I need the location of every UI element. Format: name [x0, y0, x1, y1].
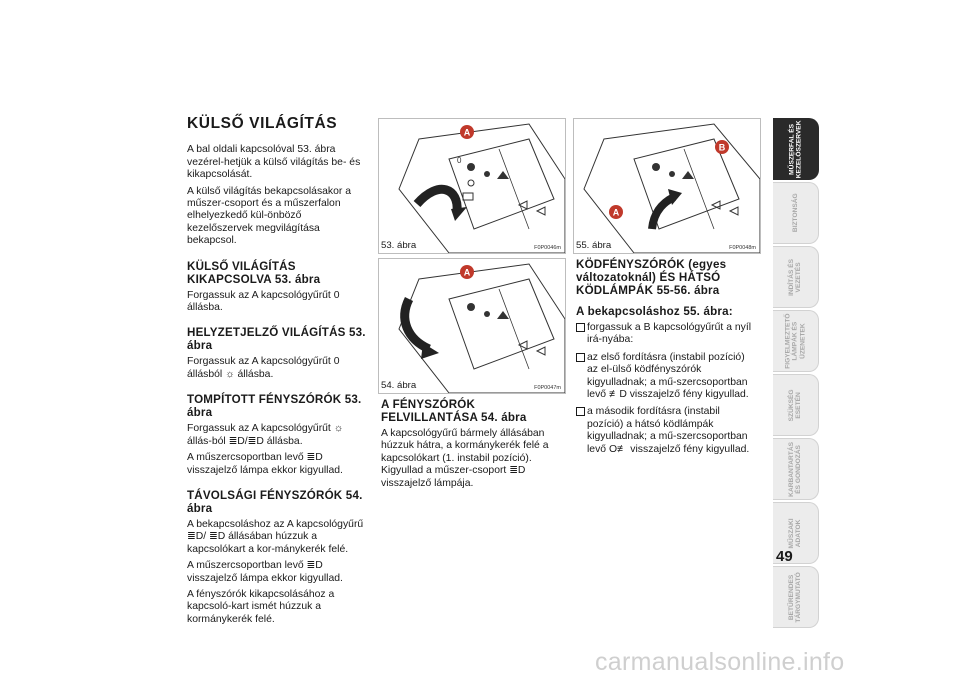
list-item: forgassuk a B kapcsológyűrűt a nyíl irá-nyába: [576, 322, 758, 347]
tab-dashboard-controls[interactable]: MŰSZERFAL ÉS KEZELŐSZERVEK [773, 118, 819, 180]
intro-paragraph-2: A külső világítás bekapcsolásakor a műszer-csoport és a műszerfalon elhelyezkedő kül-önböző kezelőszervek megvilágítása bekapcsol. [187, 185, 352, 247]
figure-55-caption: 55. ábra [576, 240, 612, 251]
fog-bullet-list [576, 322, 758, 456]
checkbox-bullet-icon [576, 323, 585, 332]
figure-55-code: F0P0048m [729, 245, 756, 251]
tab-technical-data[interactable]: MŰSZAKI ADATOK [773, 502, 819, 564]
intro-paragraph-1: A bal oldali kapcsolóval 53. ábra vezérel-hetjük a külső világítás be- és kikapcsolását. [187, 144, 361, 181]
section-main-beam-text-3: A fényszórók kikapcsolásához a kapcsoló-kart ismét húzzuk a kormánykerék felé. [187, 588, 335, 625]
middle-column [381, 398, 563, 494]
figure-53-code: F0P0046m [534, 245, 561, 251]
section-dipped-beam-text-1: Forgassuk az A kapcsológyűrűt ☼ állás-ból ≣D/≣D állásba. [187, 423, 344, 447]
label-a-53: A [463, 127, 471, 138]
figure-53-caption: 53. ábra [381, 240, 417, 251]
watermark: carmanualsonline.info [595, 648, 845, 676]
page-number: 49 [776, 548, 793, 565]
section-dipped-beam-text-2: A műszercsoportban levő ≣D visszajelző lámpa ekkor kigyullad. [187, 452, 343, 476]
label-a-54: A [463, 267, 471, 278]
section-main-beam-text-1: A bekapcsoláshoz az A kapcsológyűrű ≣D/ ≣D állásában húzzuk a kapcsolókart a kor-mánykerék felé. [187, 518, 364, 555]
stalk-drawing-55 [574, 119, 760, 253]
section-flash-text: A kapcsológyűrű bármely állásában húzzuk hátra, a kormánykerék felé a kapcsolókart (1. instabil pozíció). Kigyullad a műszer-csoport ≣D visszajelző lámpája. [381, 428, 549, 489]
checkbox-bullet-icon [576, 353, 585, 362]
figure-54 [378, 258, 566, 394]
right-column [576, 258, 758, 461]
label-a-55: A [612, 207, 620, 218]
page-title: KÜLSŐ VILÁGÍTÁS [187, 115, 338, 132]
section-fog-subtitle: A bekapcsoláshoz 55. ábra: [576, 305, 733, 318]
checkbox-bullet-icon [576, 407, 585, 416]
section-main-beam-text-2: A műszercsoportban levő ≣D visszajelző lámpa ekkor kigyullad. [187, 560, 343, 584]
section-main-beam-title: TÁVOLSÁGI FÉNYSZÓRÓK 54. ábra [187, 488, 363, 515]
figure-54-caption: 54. ábra [381, 380, 417, 391]
figure-54-code: F0P0047m [534, 385, 561, 391]
tab-maintenance[interactable]: KARBANTARTÁS ÉS GONDOZÁS [773, 438, 819, 500]
section-flash-title: A FÉNYSZÓRÓK FELVILLANTÁSA 54. ábra [381, 398, 527, 424]
figure-55 [573, 118, 761, 254]
tab-starting-driving[interactable]: INDÍTÁS ÉS VEZETÉS [773, 246, 819, 308]
tab-index[interactable]: BETŰRENDES TÁRGYMUTATÓ [773, 566, 819, 628]
figure-53 [378, 118, 566, 254]
stalk-drawing-54 [379, 259, 565, 393]
label-b-55: B [718, 142, 726, 153]
section-dipped-beam-title: TOMPÍTOTT FÉNYSZÓRÓK 53. ábra [187, 393, 362, 420]
section-lights-off-text: Forgassuk az A kapcsológyűrűt 0 állásba. [187, 289, 340, 314]
left-column [187, 115, 367, 630]
section-lights-off-title: KÜLSŐ VILÁGÍTÁS KIKAPCSOLVA 53. ábra [187, 259, 321, 286]
section-position-lights-title: HELYZETJELZŐ VILÁGÍTÁS 53. ábra [187, 326, 366, 353]
section-fog-title: KÖDFÉNYSZÓRÓK (egyes változatoknál) ÉS HÁTSÓ KÖDLÁMPÁK 55-56. ábra [576, 258, 727, 297]
list-item: az első fordításra (instabil pozíció) az el-ülső ködfényszórók kigyulladnak; a mű-szercsoportban levő ≢D visszajelző fény kigyullad. [576, 352, 758, 402]
tab-safety[interactable]: BIZTONSÁG [773, 182, 819, 244]
section-position-lights-text: Forgassuk az A kapcsológyűrűt 0 állásból ☼ állásba. [187, 356, 340, 380]
position-zero-53: 0 [457, 156, 462, 165]
list-item: a második fordításra (instabil pozíció) a hátsó ködlámpák kigyulladnak; a mű-szercsoportban levő O≢ visszajelző fény kigyullad. [576, 406, 758, 456]
tab-warning-lights[interactable]: FIGYELMEZTETŐ LÁMPÁK ÉS ÜZENETEK [773, 310, 819, 372]
tab-emergency[interactable]: SZÜKSÉG ESETÉN [773, 374, 819, 436]
stalk-drawing-53 [379, 119, 565, 253]
